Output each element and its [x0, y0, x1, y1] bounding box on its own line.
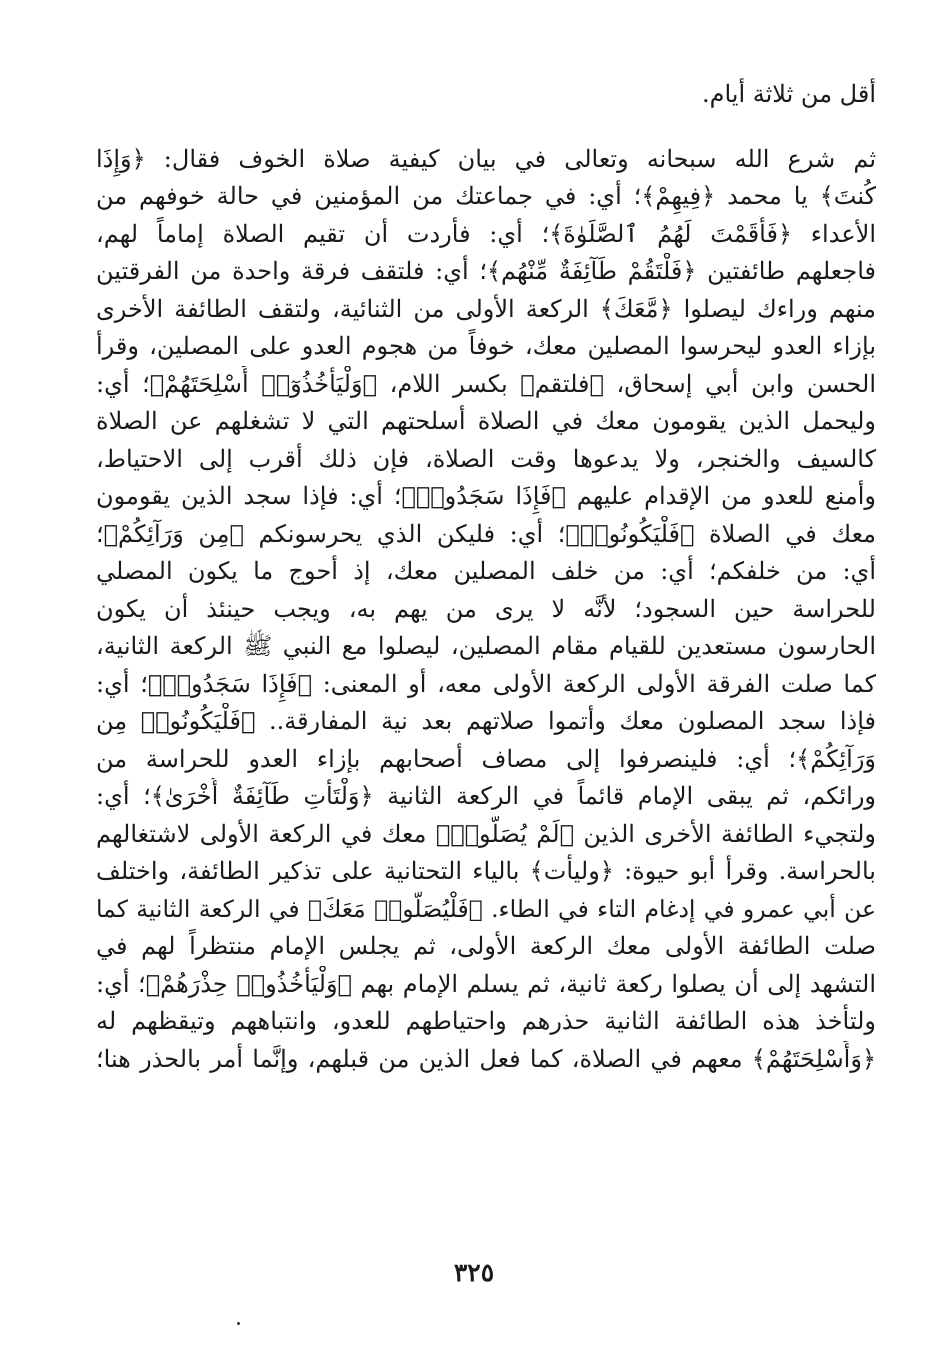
text-line: منهم وراءك ليصلوا ﴿مَّعَكَ﴾ الركعة الأولى من الثنائية، ولتقف الطائفة الأخرى [96, 294, 876, 323]
text-line: كُنتَ﴾ يا محمد ﴿فِيهِمْ﴾؛ أي: في جماعتك من المؤمنين في حالة خوفهم من [96, 182, 876, 210]
scan-speck [237, 1322, 240, 1325]
text-line: ولتأخذ هذه الطائفة الثانية حذرهم واحتياطهم للعدو، وانتباههم وتيقظهم له [96, 1007, 876, 1035]
text-line: عن أبي عمرو في إدغام التاء في الطاء. ﴿فَلْيُصَلُّوا۟ مَعَكَ﴾ في الركعة الثانية كما [96, 894, 876, 923]
text-line: وأمنع للعدو من الإقدام عليهم ﴿فَإِذَا سَجَدُوا۟﴾؛ أي: فإذا سجد الذين يقومون [96, 482, 876, 510]
text-line: بالحراسة. وقرأ أبو حيوة: ﴿وليأت﴾ بالياء التحتانية على تذكير الطائفة، واختلف [96, 857, 876, 885]
text-line: الأعداء ﴿فَأَقَمْتَ لَهُمُ ٱلصَّلَوٰةَ﴾؛ أي: فأردت أن تقيم الصلاة إماماً لهم، [96, 219, 876, 248]
text-line: للحراسة حين السجود؛ لأنَّه لا يرى من يهم به، ويجب حينئذ أن يكون [96, 594, 876, 623]
text-line: كالسيف والخنجر، ولا يدعوها وقت الصلاة، فإن ذلك أقرب إلى الاحتياط، [96, 444, 876, 473]
carryover-line: أقل من ثلاثة أيام. [701, 80, 876, 108]
text-line: صلت الطائفة الأولى معك الركعة الأولى، ثم يجلس الإمام منتظراً لهم في [96, 932, 876, 960]
text-line: التشهد إلى أن يصلوا ركعة ثانية، ثم يسلم الإمام بهم ﴿وَلْيَأْخُذُوا۟ حِذْرَهُمْ﴾؛ أي: [96, 969, 876, 998]
paragraph [96, 141, 876, 1079]
text-line: الحسن وابن أبي إسحاق، ﴿فلتقم﴾ بكسر اللام، ﴿وَلْيَأْخُذُوٓا۟ أَسْلِحَتَهُمْ﴾؛ أي: [96, 369, 876, 398]
page-number: ٣٢٥ [453, 1258, 495, 1287]
text-line: ثم شرع الله سبحانه وتعالى في بيان كيفية صلاة الخوف فقال: ﴿وَإِذَا [96, 144, 876, 173]
text-line: أي: من خلفكم؛ أي: من خلف المصلين معك، إذ أحوج ما يكون المصلي [96, 557, 876, 585]
text-line: معك في الصلاة ﴿فَلْيَكُونُوا۟﴾؛ أي: فليكن الذي يحرسونكم ﴿مِن وَرَآئِكُمْ﴾؛ [96, 519, 876, 548]
paragraph-gap [96, 114, 876, 141]
text-line: ورائكم، ثم يبقى الإمام قائماً في الركعة الثانية ﴿وَلْتَأْتِ طَآئِفَةٌ أُخْرَىٰ﴾؛ أي: [96, 782, 876, 810]
text-line: فاجعلهم طائفتين ﴿فَلْتَقُمْ طَآئِفَةٌ مِّنْهُم﴾؛ أي: فلتقف فرقة واحدة من الفرقتين [96, 257, 876, 285]
text-line: ولتجيء الطائفة الأخرى الذين ﴿لَمْ يُصَلُّوا۟﴾ معك في الركعة الأولى لاشتغالهم [96, 819, 876, 848]
text-line: ﴿وَأَسْلِحَتَهُمْ﴾ معهم في الصلاة، كما فعل الذين من قبلهم، وإنَّما أمر بالحذر هنا؛ [96, 1044, 876, 1073]
text-line: كما صلت الفرقة الأولى الركعة الأولى معه، أو المعنى: ﴿فَإِذَا سَجَدُوا۟﴾؛ أي: [96, 669, 876, 698]
text-line: وليحمل الذين يقومون معك في الصلاة أسلحتهم التي لا تشغلهم عن الصلاة [96, 407, 876, 435]
text-line: فإذا سجد المصلون معك وأتموا صلاتهم بعد نية المفارقة.. ﴿فَلْيَكُونُوا۟ مِن [96, 707, 876, 735]
text-line: الحارسون مستعدين للقيام مقام المصلين، ليصلوا مع النبي ﷺ الركعة الثانية، [96, 632, 876, 660]
text-line: بإزاء العدو ليحرسوا المصلين معك، خوفاً من هجوم العدو على المصلين، وقرأ [96, 332, 876, 360]
text-line: وَرَآئِكُمْ﴾؛ أي: فلينصرفوا إلى مصاف أصحابهم بإزاء العدو للحراسة من [96, 744, 876, 773]
page-body [96, 76, 876, 1078]
